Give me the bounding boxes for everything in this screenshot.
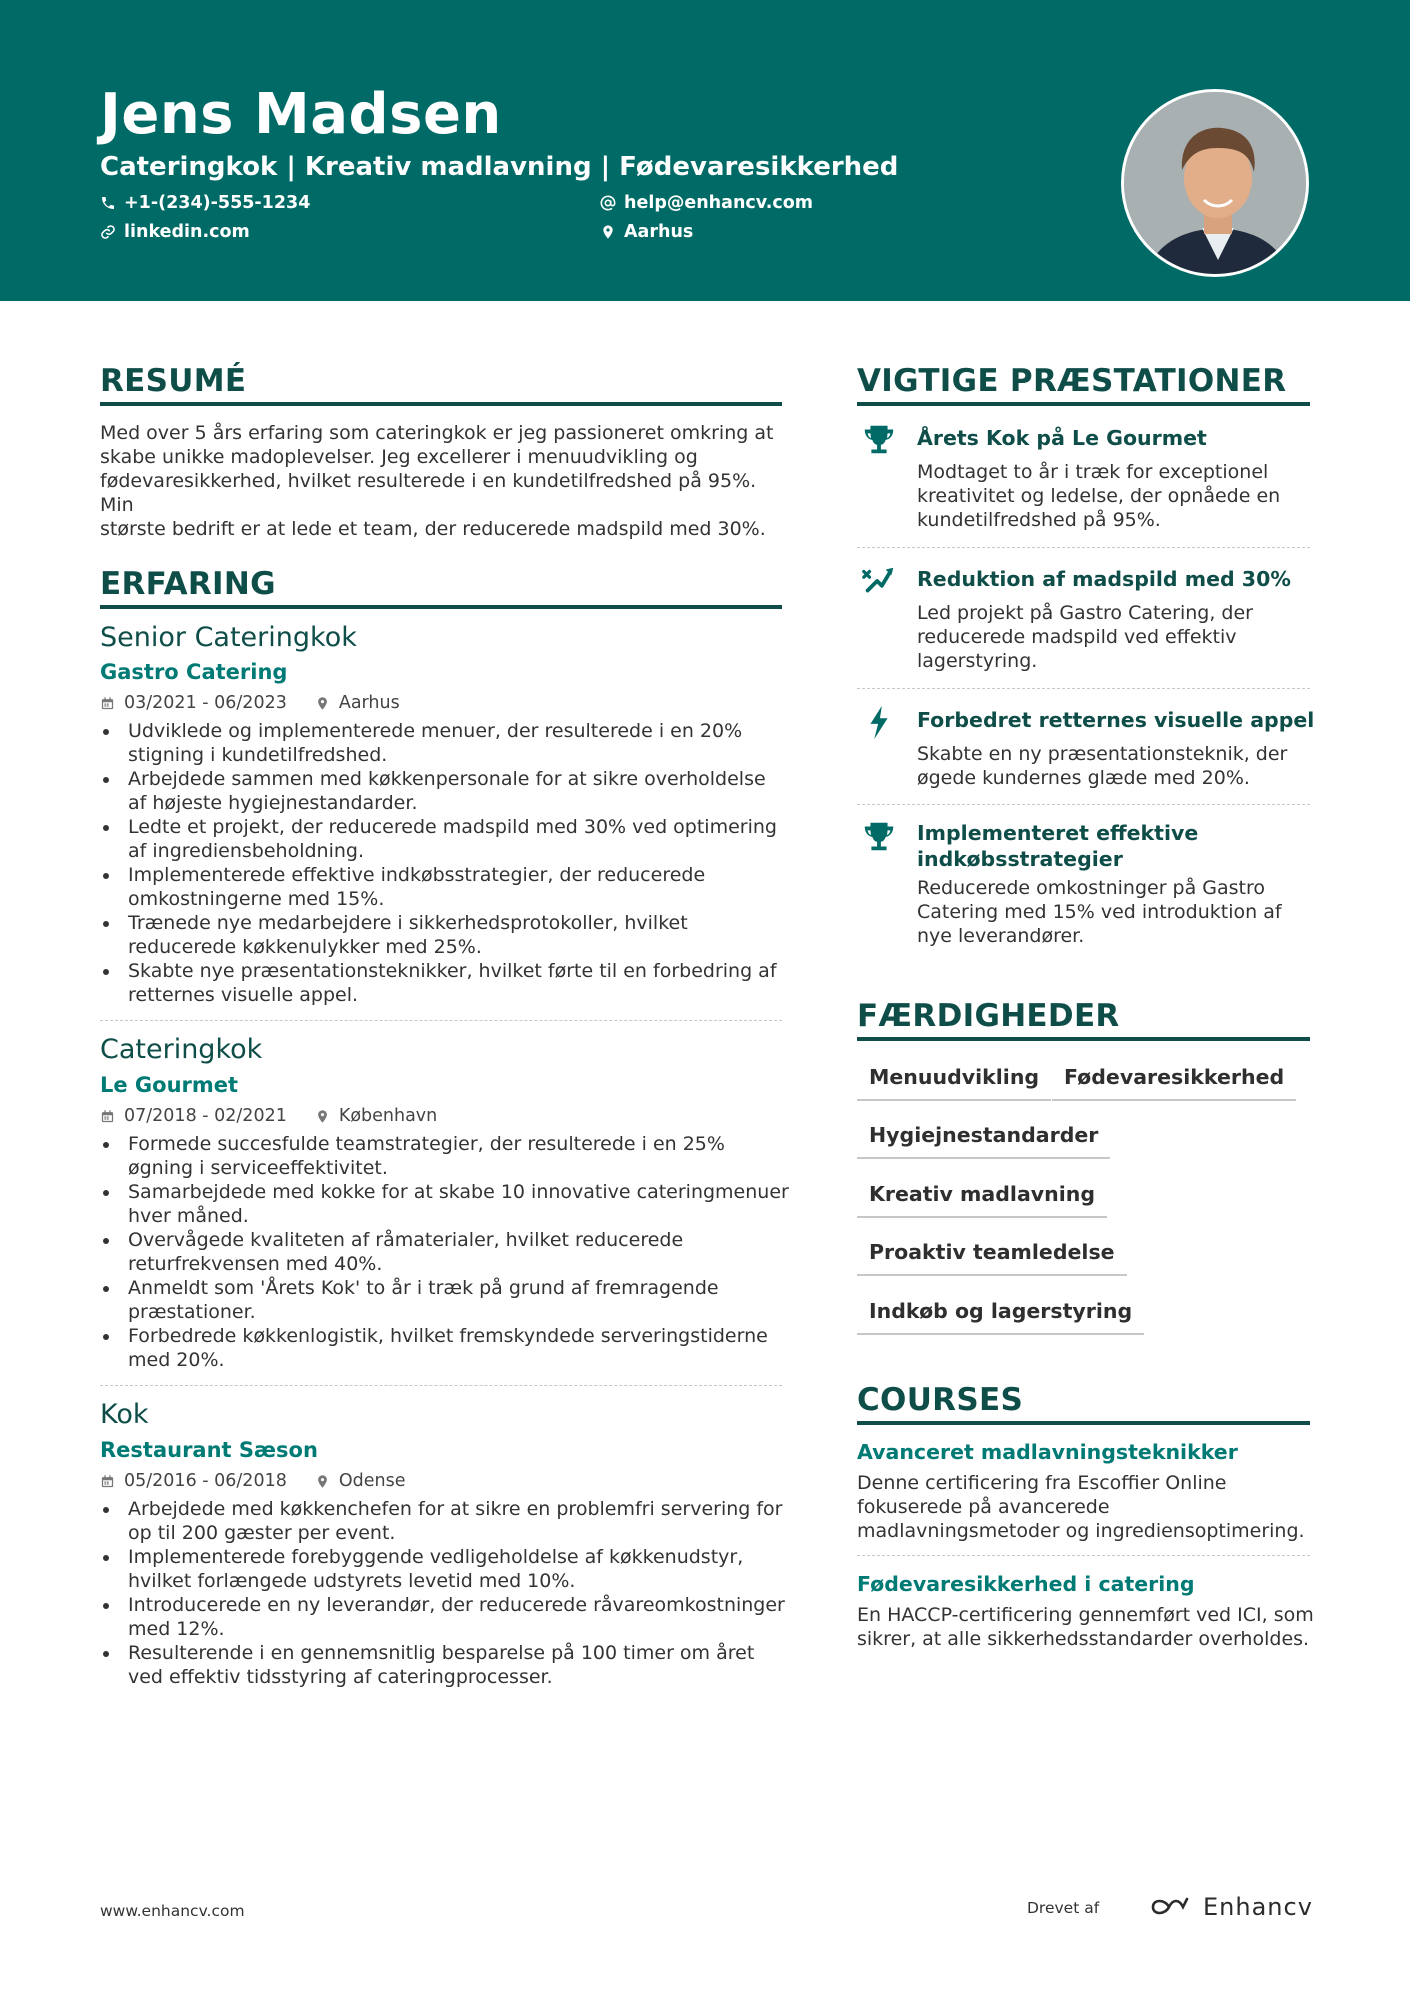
enhancv-logo-icon: [1147, 1895, 1193, 1919]
location-text: Aarhus: [624, 222, 694, 242]
courses-heading: COURSES: [857, 1382, 1024, 1418]
bullet-item: Anmeldt som 'Årets Kok' to år i træk på grund af fremragende præstationer.: [100, 1276, 790, 1324]
bullet-item: Forbedrede køkkenlogistik, hvilket fremskyndede serveringstiderne med 20%.: [100, 1324, 790, 1372]
achievement-title: Årets Kok på Le Gourmet: [917, 426, 1207, 450]
phone-number: +1-(234)-555-1234: [124, 193, 311, 213]
experience-rule: [100, 605, 782, 609]
job-dates: 07/2018 - 02/2021: [124, 1106, 287, 1126]
email-contact[interactable]: [600, 193, 813, 213]
summary-line: skabe unikke madoplevelser. Jeg excellerer i menuudvikling og: [100, 446, 698, 468]
trophy-icon: [860, 818, 898, 856]
linkedin-contact[interactable]: [100, 222, 250, 242]
job-dates: 05/2016 - 06/2018: [124, 1471, 287, 1491]
trophy-icon: [860, 421, 898, 459]
company-name: Le Gourmet: [100, 1073, 239, 1097]
summary-line: fødevaresikkerhed, hvilket resulterede i en kundetilfredshed på 95%. Min: [100, 470, 757, 516]
candidate-headline: Cateringkok | Kreativ madlavning | Fødevaresikkerhed: [100, 152, 899, 182]
job-meta: [100, 1106, 437, 1126]
bullet-item: Arbejdede sammen med køkkenpersonale for at sikre overholdelse af højeste hygiejnestandarder.: [100, 767, 790, 815]
calendar-icon: [100, 696, 115, 711]
job-location: Odense: [338, 1471, 406, 1491]
course-description: Denne certificering fra Escoffier Online fokuserede på avancerede madlavningsmetoder og ingrediensoptimering.: [857, 1472, 1305, 1542]
job-location: Aarhus: [338, 693, 400, 713]
skill-tag: Indkøb og lagerstyring: [857, 1299, 1144, 1335]
job-location: København: [338, 1106, 438, 1126]
experience-heading: ERFARING: [100, 566, 276, 602]
course-title: Avanceret madlavningsteknikker: [857, 1440, 1238, 1464]
company-name: Restaurant Sæson: [100, 1438, 318, 1462]
profile-photo: [1121, 89, 1309, 277]
divider: [857, 1555, 1310, 1556]
course-description: En HACCP-certificering gennemført ved ICI, som sikrer, at alle sikkerhedsstandarder overholdes.: [857, 1604, 1314, 1650]
skills-rule: [857, 1037, 1310, 1041]
email-address: help@enhancv.com: [624, 193, 814, 213]
bullet-item: Implementerede effektive indkøbsstrategier, der reducerede omkostningerne med 15%.: [100, 863, 790, 911]
lightning-icon: [860, 703, 898, 741]
job-meta: [100, 693, 400, 713]
summary-line: største bedrift er at lede et team, der reducerede madspild med 30%.: [100, 518, 766, 540]
divider: [857, 804, 1310, 805]
calendar-icon: [100, 1109, 115, 1124]
bullet-item: Introducerede en ny leverandør, der reducerede råvareomkostninger med 12%.: [100, 1593, 790, 1641]
achievement-title: Forbedret retternes visuelle appel: [917, 708, 1315, 732]
bullet-item: Trænede nye medarbejdere i sikkerhedsprotokoller, hvilket reducerede køkkenulykker med 25%.: [100, 911, 790, 959]
job-dates: 03/2021 - 06/2023: [124, 693, 287, 713]
achievement-title: Reduktion af madspild med 30%: [917, 567, 1291, 591]
summary-text: [100, 421, 790, 541]
link-icon: [100, 224, 116, 240]
trend-arrow-icon: [860, 562, 898, 600]
job-bullets: [100, 719, 790, 1007]
resume-header: [0, 0, 1410, 301]
skill-tag: Hygiejnestandarder: [857, 1123, 1110, 1159]
linkedin-link: linkedin.com: [124, 222, 250, 242]
skill-tag: Fødevaresikkerhed: [1052, 1065, 1296, 1101]
skills-heading: FÆRDIGHEDER: [857, 998, 1120, 1034]
bullet-item: Formede succesfulde teamstrategier, der resulterede i en 25% øgning i serviceeffektivitet.: [100, 1132, 790, 1180]
achievement-description: Skabte en ny præsentationsteknik, der øgede kundernes glæde med 20%.: [917, 743, 1288, 789]
achievement-description: Modtaget to år i træk for exceptionel kreativitet og ledelse, der opnåede en kundetilfredshed på 95%.: [917, 461, 1281, 531]
bullet-item: Udviklede og implementerede menuer, der resulterede i en 20% stigning i kundetilfredshed.: [100, 719, 790, 767]
enhancv-logo[interactable]: [1147, 1893, 1313, 1921]
divider: [857, 547, 1310, 548]
divider: [100, 1020, 782, 1021]
divider: [857, 688, 1310, 689]
skill-tag: Menuudvikling: [857, 1065, 1051, 1101]
job-bullets: [100, 1497, 790, 1689]
divider: [100, 1385, 782, 1386]
job-bullets: [100, 1132, 790, 1372]
job-title: Cateringkok: [100, 1034, 263, 1065]
location-pin-icon: [315, 696, 330, 711]
achievement-title: Implementeret effektive indkøbsstrategier: [917, 821, 1199, 871]
job-meta: [100, 1471, 405, 1491]
summary-heading: RESUMÉ: [100, 363, 247, 399]
achievements-rule: [857, 402, 1310, 406]
bullet-item: Resulterende i en gennemsnitlig besparelse på 100 timer om året ved effektiv tidsstyring af cateringprocesser.: [100, 1641, 790, 1689]
phone-icon: [100, 195, 116, 211]
summary-line: Med over 5 års erfaring som cateringkok er jeg passioneret omkring at: [100, 422, 774, 444]
bullet-item: Implementerede forebyggende vedligeholdelse af køkkenudstyr, hvilket forlængede udstyrets levetid med 10%.: [100, 1545, 790, 1593]
courses-rule: [857, 1421, 1310, 1425]
at-sign-icon: [600, 195, 616, 211]
bullet-item: Samarbejdede med kokke for at skabe 10 innovative cateringmenuer hver måned.: [100, 1180, 790, 1228]
achievements-heading: VIGTIGE PRÆSTATIONER: [857, 363, 1287, 399]
candidate-name: Jens Madsen: [100, 82, 502, 147]
location-pin-icon: [315, 1109, 330, 1124]
calendar-icon: [100, 1474, 115, 1489]
summary-rule: [100, 402, 782, 406]
bullet-item: Skabte nye præsentationsteknikker, hvilket førte til en forbedring af retternes visuelle appel.: [100, 959, 790, 1007]
achievement-description: Led projekt på Gastro Catering, der reducerede madspild ved effektiv lagerstyring.: [917, 602, 1253, 672]
location-contact: [600, 222, 693, 242]
location-pin-icon: [600, 224, 616, 240]
bullet-item: Ledte et projekt, der reducerede madspild med 30% ved optimering af ingrediensbeholdning.: [100, 815, 790, 863]
skill-tag: Proaktiv teamledelse: [857, 1240, 1127, 1276]
achievement-description: Reducerede omkostninger på Gastro Catering med 15% ved introduktion af nye leverandører.: [917, 877, 1282, 947]
company-name: Gastro Catering: [100, 660, 288, 684]
skill-tag: Kreativ madlavning: [857, 1182, 1107, 1218]
bullet-item: Overvågede kvaliteten af råmaterialer, hvilket reducerede returfrekvensen med 40%.: [100, 1228, 790, 1276]
location-pin-icon: [315, 1474, 330, 1489]
enhancv-logo-text: Enhancv: [1203, 1893, 1313, 1921]
course-title: Fødevaresikkerhed i catering: [857, 1572, 1195, 1596]
phone-contact[interactable]: [100, 193, 310, 213]
footer-website[interactable]: www.enhancv.com: [100, 1902, 245, 1920]
job-title: Kok: [100, 1399, 149, 1430]
job-title: Senior Cateringkok: [100, 622, 357, 653]
bullet-item: Arbejdede med køkkenchefen for at sikre en problemfri servering for op til 200 gæster per event.: [100, 1497, 790, 1545]
footer-powered-by: Drevet af: [1027, 1899, 1100, 1917]
